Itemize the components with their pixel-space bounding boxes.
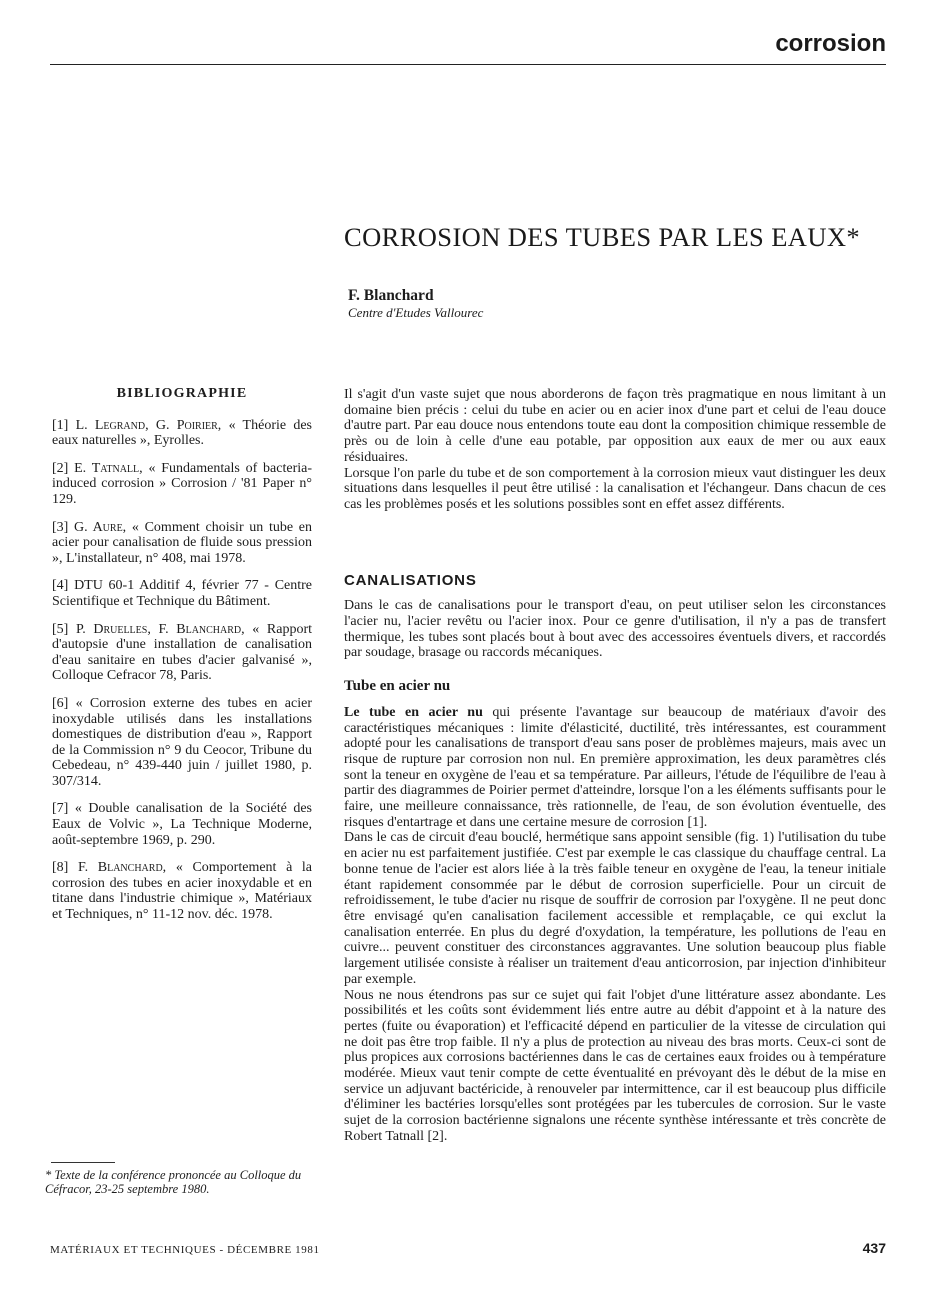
bibliography (52, 386, 312, 935)
reference-text: DTU 60-1 Additif 4, février 77 - Centre Scientifique et Technique du Bâtiment. (52, 578, 313, 609)
reference-author: P. Druelles, F. Blanchard, (75, 621, 245, 637)
reference-author: L. Legrand, G. Poirier, (75, 417, 222, 433)
subheading-tube-acier-nu: Tube en acier nu (344, 678, 451, 695)
tube-paragraph-1 (344, 705, 886, 831)
reference-number: [5] (52, 621, 69, 637)
journal-footer: MATÉRIAUX ET TECHNIQUES - DÉCEMBRE 1981 (50, 1244, 320, 1256)
reference-number: [1] (52, 417, 69, 433)
reference-text: « Rapport d'autopsie d'une installation de canalisation d'eau sanitaire en tubes d'acier galvanisé », Colloque Cefracor 78, Paris. (52, 621, 313, 684)
reference-author: E. Tatnall, (74, 460, 143, 476)
tube-lead-in: Le tube en acier nu (344, 704, 483, 720)
canalisations-paragraph: Dans le cas de canalisations pour le transport d'eau, on peut utiliser selon les circonstances l'acier nu, l'acier revêtu ou l'acier inox. Pour ce genre d'utilisation, il n'y a pas de transfert thermique, les tubes sont placés bout à bout avec des accessoires éventuels divers, et raccordés par soudage, brasage ou raccords mécaniques. (344, 598, 886, 661)
reference-number: [4] (52, 578, 69, 594)
reference-number: [8] (52, 860, 69, 876)
footnote-rule (51, 1162, 115, 1163)
tube-paragraph-3: Nous ne nous étendrons pas sur ce sujet qui fait l'objet d'une littérature assez abondante. Les possibilités et les coûts sont évidemment liés entre autre au débit d'appoint et à la nature des pertes (fuite ou évaporation) et l'efficacité dépend en particulier de la vitesse de circulation qui ne doit pas être trop faible. Il n'y a plus de protection au niveau des bras morts. Ceux-ci sont de plus propices aux corrosions bactériennes dans le cas de certaines eaux froides ou à température modérée. Mieux vaut tenir compte de cette éventualité en prévoyant dès le début de la mise en service un adjuvant bactéricide, à renouveler par intermittence, car il est beaucoup plus difficile d'éliminer les bactéries lorsqu'elles sont protégées par les tubercules de corrosion. Sur le vaste sujet de la corrosion bactérienne signalons une récente synthèse intéressante et très concrète de Robert Tatnall [2]. (344, 987, 886, 1144)
reference-author: G. Aure, (74, 519, 127, 535)
reference-item (52, 696, 312, 790)
article-title: CORROSION DES TUBES PAR LES EAUX* (344, 222, 861, 252)
reference-item (52, 622, 312, 684)
bibliography-heading: BIBLIOGRAPHIE (116, 386, 248, 401)
reference-number: [6] (52, 695, 69, 711)
reference-item (52, 578, 312, 609)
reference-item (52, 418, 312, 449)
intro-paragraph-2: Lorsque l'on parle du tube et de son comportement à la corrosion mieux vaut distinguer les deux situations dans lesquelles il peut être utilisé : la canalisation et l'échangeur. Dans chacun de ces cas les problèmes posés et les solutions possibles sont en effet assez différents. (344, 465, 886, 512)
author-name: F. Blanchard (348, 287, 434, 304)
reference-item (52, 461, 312, 508)
reference-author: F. Blanchard, (77, 860, 167, 876)
reference-number: [2] (52, 460, 69, 476)
section-spacer (344, 513, 886, 573)
reference-text: « Fundamentals of bacteria-induced corrosion » Corrosion / '81 Paper n° 129. (52, 460, 313, 507)
footnote-text: * Texte de la conférence prononcée au Colloque du Céfracor, 23-25 septembre 1980. (45, 1168, 302, 1196)
reference-text: « Comment choisir un tube en acier pour canalisation de fluide sous pression », L'installateur, n° 408, mai 1978. (52, 519, 313, 566)
reference-number: [3] (52, 519, 69, 535)
intro-paragraph-1: Il s'agit d'un vaste sujet que nous aborderons de façon très pragmatique en nous limitant à un domaine bien précis : celui du tube en acier ou en acier inox d'une part et celui de l'eau douce d'autre part. Par eau douce nous entendons toute eau dont la composition chimique ressemble de près ou de loin à celle d'une eau potable, par opposition aux eaux de mer ou aux eaux résiduaires. (344, 387, 886, 465)
reference-text: « Corrosion externe des tubes en acier inoxydable utilisés dans les installations domestiques de distribution d'eau », Rapport de la Commission n° 9 du Ceocor, Tribune du Cebedeau, n° 439-440 juin / juillet 1980, p. 307/314. (52, 695, 312, 789)
tube-paragraph-2: Dans le cas de circuit d'eau bouclé, hermétique sans appoint sensible (fig. 1) l'utilisation du tube en acier nu est parfaitement justifiée. C'est par exemple le cas classique du chauffage central. La bonne tenue de l'acier est alors liée à la très faible teneur en oxygène de l'eau, la teneur initiale étant rapidement consommée par le début de corrosion superficielle. Pour un circuit de refroidissement, le tube d'acier nu risque de souffrir de corrosion par l'oxygène. Il ne peut donc être envisagé qu'en canalisation facilement accessible et remplaçable, ce qui exclut la canalisation enterrée. En plus du degré d'oxydation, la température, les pollutions de l'eau en cuivre... peuvent constituer des circonstances aggravantes. Une solution beaucoup plus fiable largement utilisée consiste à réaliser un traitement d'eau anticorrosion, par injection d'inhibiteur par exemple. (344, 830, 886, 987)
reference-item (52, 801, 312, 848)
author-affiliation: Centre d'Etudes Vallourec (348, 305, 484, 320)
article-body (344, 387, 886, 1145)
tube-paragraph-1-text: qui présente l'avantage sur beaucoup de matériaux d'avoir des caractéristiques mécaniques : limite d'élasticité, ductilité, très intéressantes, est couramment adopté pour les canalisations de transport d'eau sans poser de problèmes majeurs, mais avec un risque de rupture par corrosion non nul. En première approximation, les deux paramètres clés sont la teneur en oxygène de l'eau et sa température. Par ailleurs, l'étude de l'équilibre de l'eau à partir des diagrammes de Poirier permet d'atteindre, lorsque l'on a les éléments suffisants pour le faire, une meilleure connaissance, très rationnelle, de l'eau, de son évolution éventuelle, des risques d'entartrage et dans une certaine mesure de corrosion [1]. (344, 704, 886, 830)
footnote (45, 1162, 315, 1196)
reference-number: [7] (52, 801, 69, 817)
section-heading-canalisations: CANALISATIONS (344, 571, 477, 589)
running-head: corrosion (775, 30, 886, 57)
reference-item (52, 860, 312, 922)
reference-text: « Double canalisation de la Société des Eaux de Volvic », La Technique Moderne, août-septembre 1969, p. 290. (52, 801, 313, 848)
reference-text: « Théorie des eaux naturelles », Eyrolles. (52, 417, 312, 449)
page-number: 437 (862, 1240, 886, 1256)
reference-item (52, 520, 312, 567)
header-rule (50, 64, 886, 65)
reference-list (52, 418, 312, 923)
reference-text: « Comportement à la corrosion des tubes en acier inoxydable et en titane dans l'industrie chimique », Matériaux et Techniques, n° 11-12 nov. déc. 1978. (52, 860, 313, 923)
